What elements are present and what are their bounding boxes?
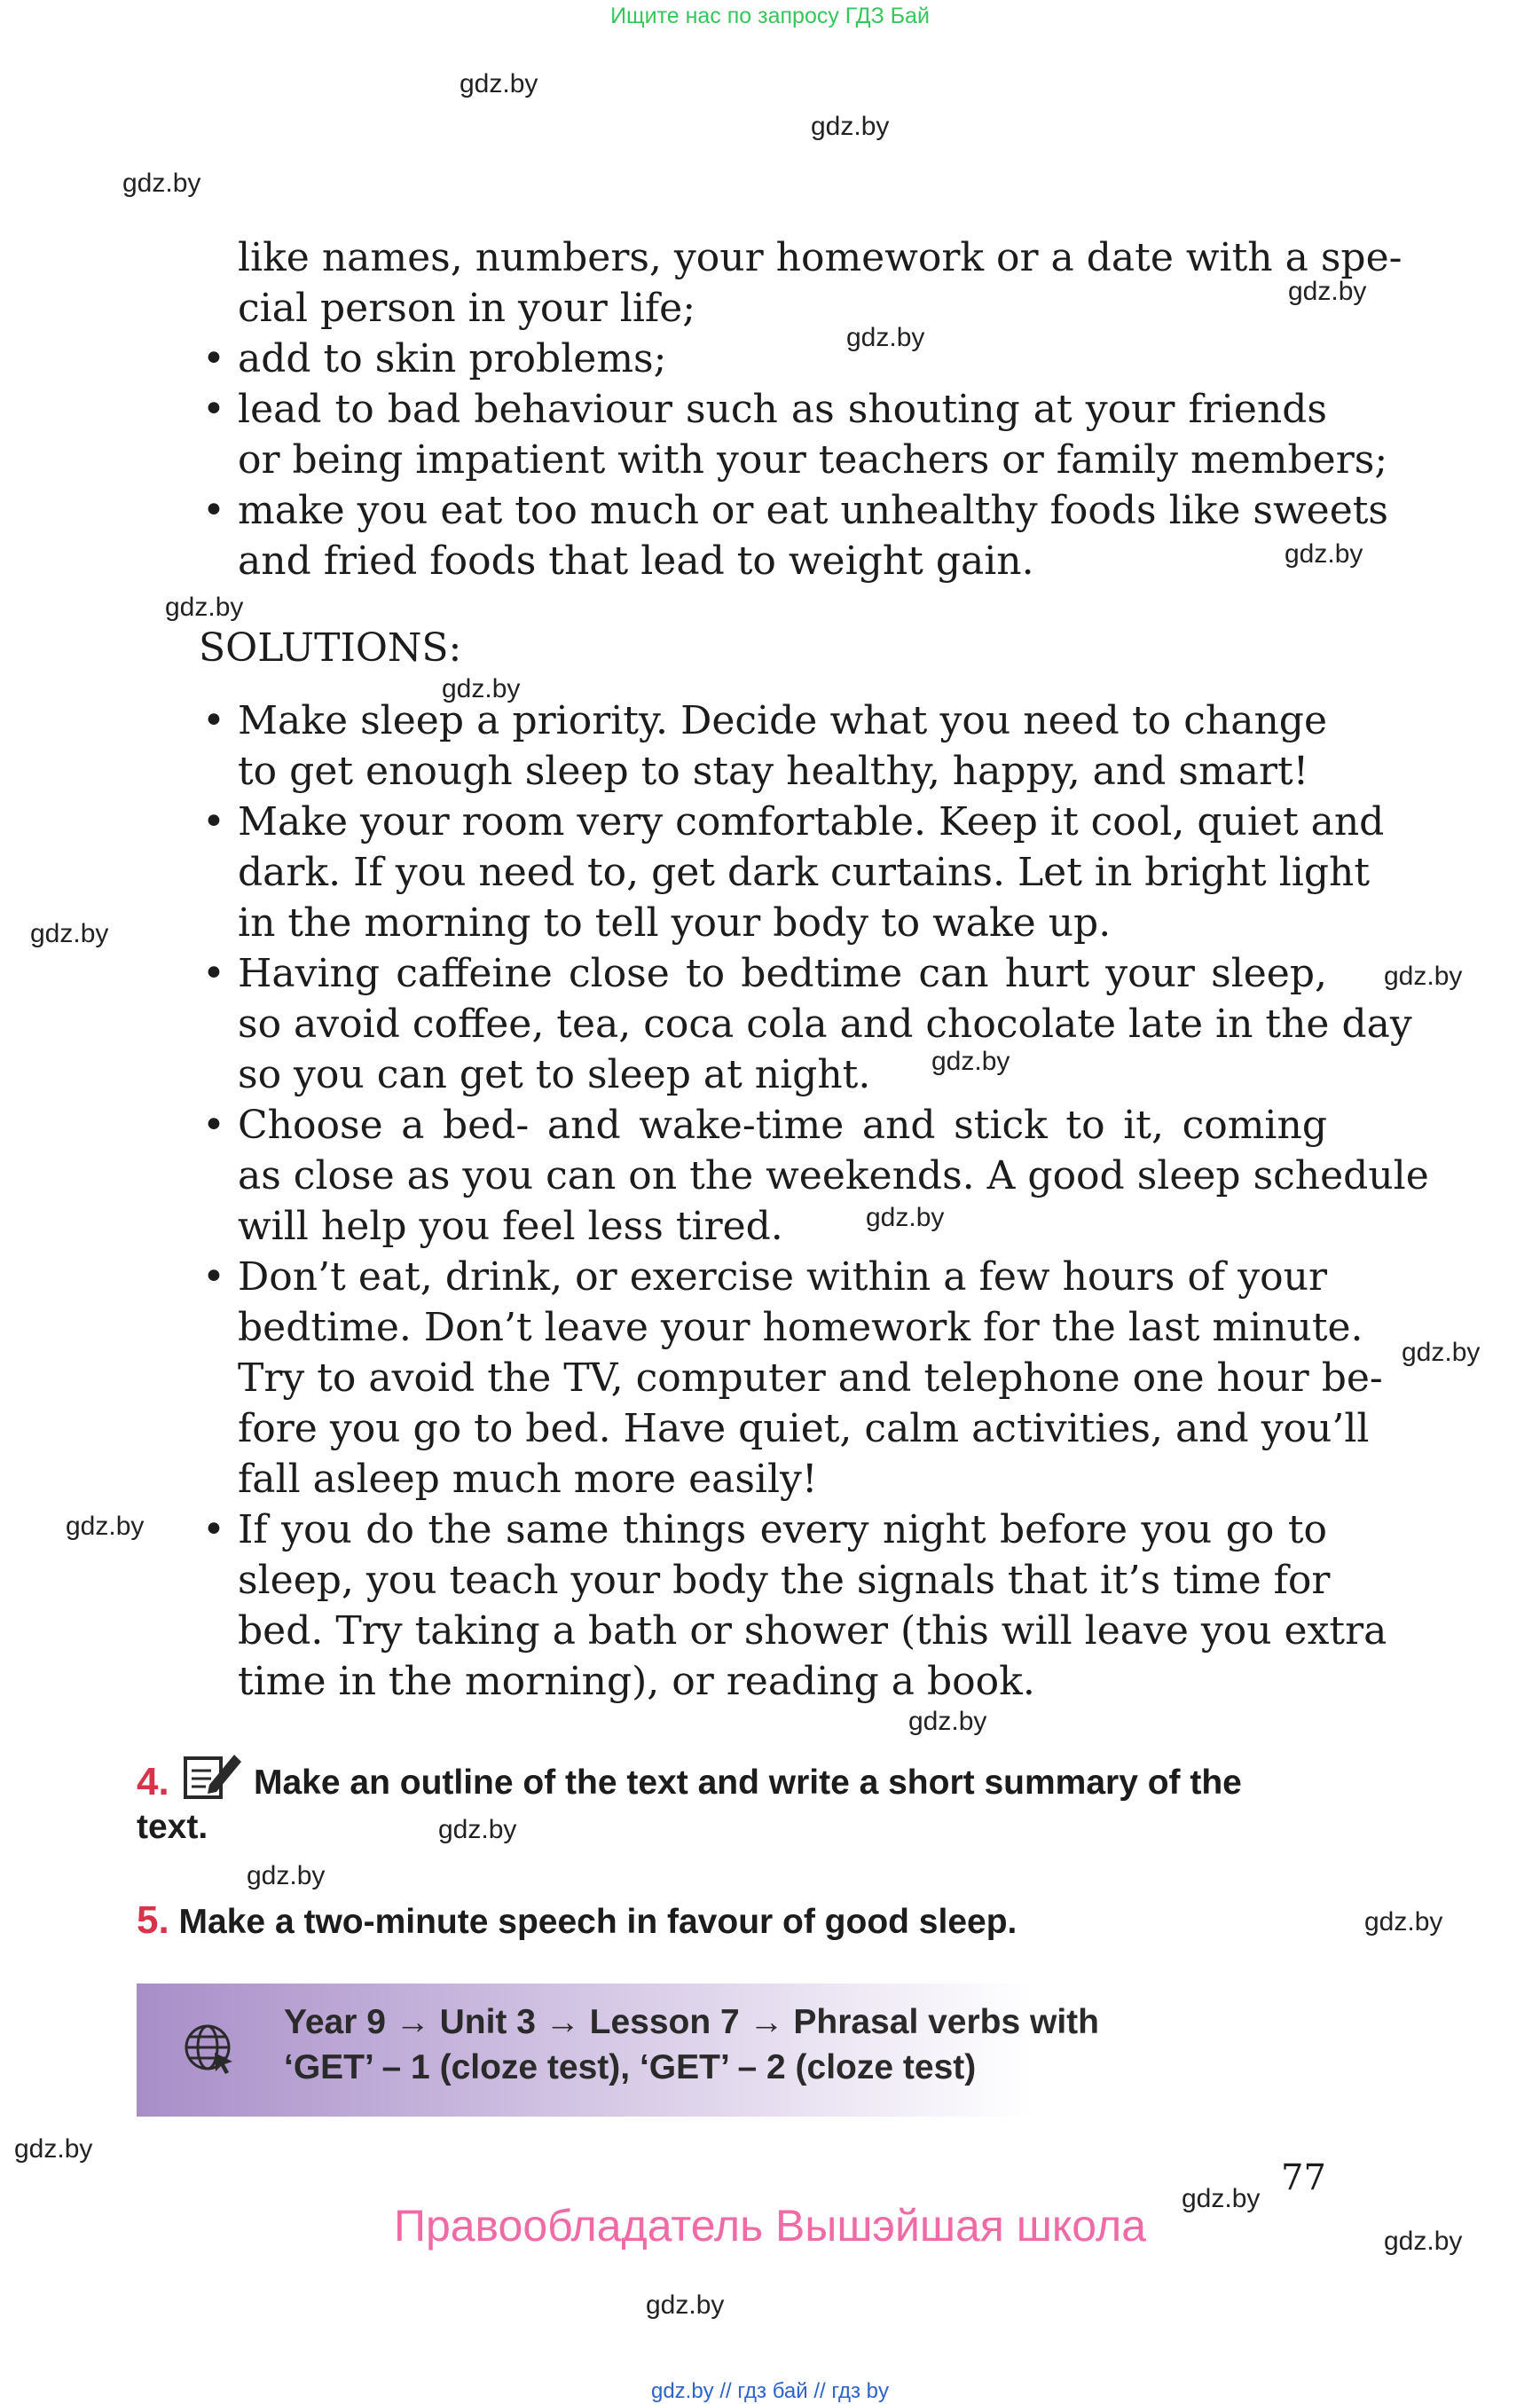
globe-cursor-icon: [183, 2023, 236, 2076]
watermark: gdz.by: [66, 1512, 145, 1541]
task-4-line1: Make an outline of the text and write a short summary of the: [254, 1764, 1242, 1802]
watermark: gdz.by: [442, 674, 521, 703]
watermark: gdz.by: [846, 323, 925, 352]
text-line: fore you go to bed. Have quiet, calm activities, and you’ll: [238, 1406, 1370, 1451]
text-line: If you do the same things every night before you go to: [238, 1507, 1327, 1552]
top-banner[interactable]: Ищите нас по запросу ГДЗ Бай: [610, 4, 930, 28]
task-5-text: Make a two-minute speech in favour of good sleep.: [178, 1903, 1018, 1941]
text-line: Make your room very comfortable. Keep it cool, quiet and: [238, 799, 1385, 845]
rights-holder: Правообладатель Вышэйшая школа: [394, 2201, 1146, 2251]
task-4: [137, 1760, 169, 1804]
text-line: Try to avoid the TV, computer and telephone one hour be-: [238, 1355, 1383, 1401]
page-number: 77: [1281, 2157, 1326, 2198]
text-line: make you eat too much or eat unhealthy foods like sweets: [238, 488, 1389, 533]
text-line: time in the morning), or reading a book.: [238, 1659, 1035, 1704]
watermark: gdz.by: [866, 1203, 945, 1232]
solution-bullet: [238, 1252, 1383, 1504]
bullet-marker: [202, 485, 225, 536]
watermark: gdz.by: [908, 1707, 987, 1736]
watermark: gdz.by: [247, 1861, 326, 1890]
bullet-marker: [202, 797, 225, 847]
text-line: in the morning to tell your body to wake up.: [238, 900, 1112, 946]
watermark: gdz.by: [931, 1047, 1010, 1076]
solution-bullet: [238, 695, 1327, 797]
solution-bullet: [238, 1100, 1429, 1252]
bullet-marker: [202, 1100, 225, 1151]
bullet-marker: [202, 1504, 225, 1555]
text-line: cial person in your life;: [238, 286, 696, 331]
watermark: gdz.by: [460, 69, 538, 98]
watermark: gdz.by: [1384, 962, 1463, 991]
watermark: gdz.by: [30, 919, 109, 948]
watermark: gdz.by: [438, 1815, 517, 1844]
text-line: and fried foods that lead to weight gain.: [238, 538, 1034, 584]
watermark: gdz.by: [1288, 277, 1367, 306]
bullet-marker: [202, 695, 225, 746]
task-4-line2: text.: [137, 1808, 208, 1846]
watermark: gdz.by: [1402, 1338, 1481, 1367]
web-resource-link[interactable]: [284, 1999, 1099, 2090]
task-number: 4.: [137, 1760, 169, 1803]
text-line: to get enough sleep to stay healthy, happy, and smart!: [238, 749, 1309, 794]
watermark: gdz.by: [122, 169, 201, 198]
watermark: gdz.by: [14, 2134, 93, 2164]
text-line: Don’t eat, drink, or exercise within a few hours of your: [238, 1254, 1327, 1300]
watermark: gdz.by: [811, 112, 890, 141]
text-line: lead to bad behaviour such as shouting at your friends: [238, 387, 1327, 432]
text-line: Choose a bed- and wake-time and stick to it, coming: [238, 1103, 1327, 1148]
bullet-marker: [202, 1252, 225, 1302]
watermark: gdz.by: [1182, 2184, 1261, 2213]
solution-bullet: [238, 1504, 1387, 1707]
watermark: gdz.by: [1285, 539, 1363, 569]
task-5: [137, 1898, 1017, 1943]
text-line: Make sleep a priority. Decide what you need to change: [238, 698, 1327, 743]
web-link-line2: ‘GET’ – 1 (cloze test), ‘GET’ – 2 (cloze test): [284, 2048, 977, 2086]
bullet-marker: [202, 334, 225, 384]
bullet-marker: [202, 384, 225, 435]
text-line: add to skin problems;: [238, 336, 667, 381]
watermark: gdz.by: [1364, 1907, 1443, 1937]
watermark: gdz.by: [1384, 2227, 1463, 2256]
text-line: Having caffeine close to bedtime can hurt your sleep,: [238, 951, 1327, 996]
text-line: sleep, you teach your body the signals that it’s time for: [238, 1558, 1331, 1603]
problem-bullet: [238, 384, 1388, 485]
text-line: so you can get to sleep at night.: [238, 1052, 871, 1097]
text-line: bed. Try taking a bath or shower (this will leave you extra: [238, 1608, 1387, 1654]
web-link-line1: Year 9 → Unit 3 → Lesson 7 → Phrasal verbs with: [284, 2003, 1099, 2041]
watermark: gdz.by: [646, 2290, 725, 2320]
text-line: like names, numbers, your homework or a date with a spe-: [238, 235, 1402, 280]
bottom-links[interactable]: gdz.by // гдз бай // гдз by: [650, 2379, 890, 2403]
text-line: bedtime. Don’t leave your homework for the last minute.: [238, 1305, 1363, 1350]
text-line: will help you feel less tired.: [238, 1204, 783, 1249]
text-line: as close as you can on the weekends. A good sleep schedule: [238, 1153, 1429, 1198]
bullet-marker: [202, 948, 225, 999]
problem-bullet: [238, 485, 1389, 586]
watermark: gdz.by: [165, 593, 244, 622]
notebook-pencil-icon: [183, 1749, 243, 1801]
text-line: or being impatient with your teachers or family members;: [238, 437, 1388, 483]
text-line: fall asleep much more easily!: [238, 1457, 818, 1502]
solutions-heading: SOLUTIONS:: [199, 625, 462, 671]
task-number: 5.: [137, 1898, 169, 1942]
text-line: dark. If you need to, get dark curtains. Let in bright light: [238, 850, 1371, 895]
problem-bullet: [238, 334, 1327, 384]
solution-bullet: [238, 797, 1385, 948]
solution-bullet: [238, 948, 1412, 1100]
text-line: so avoid coffee, tea, coca cola and chocolate late in the day: [238, 1002, 1412, 1047]
